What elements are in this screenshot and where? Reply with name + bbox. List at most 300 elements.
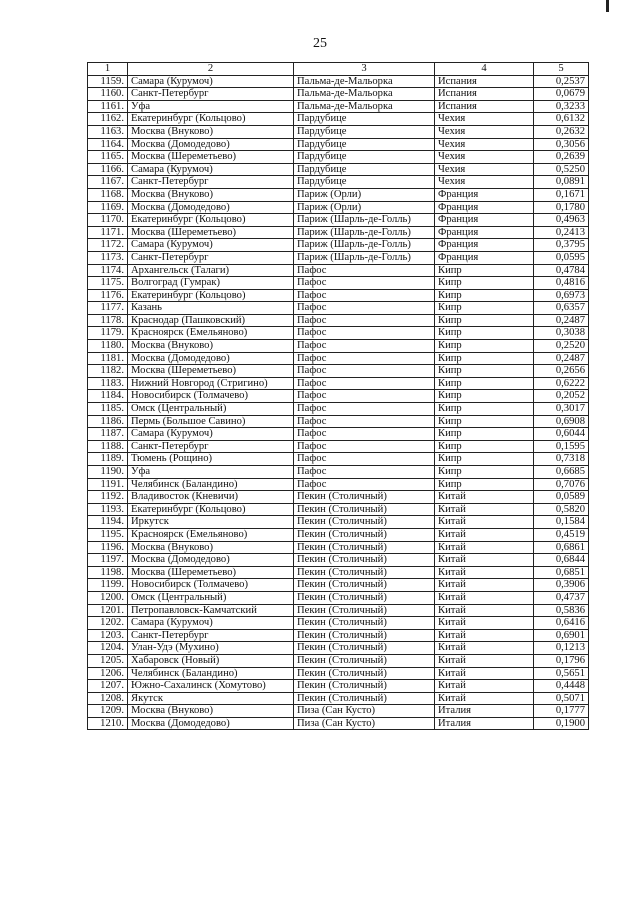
- row-number-cell: 1186.: [88, 415, 128, 428]
- row-number-cell: 1169.: [88, 201, 128, 214]
- coefficient-cell: 0,1584: [534, 516, 589, 529]
- departure-airport-cell: Тюмень (Рощино): [128, 453, 294, 466]
- departure-airport-cell: Волгоград (Гумрак): [128, 277, 294, 290]
- destination-airport-cell: Пафос: [294, 415, 435, 428]
- row-number-cell: 1208.: [88, 692, 128, 705]
- table-row: [88, 214, 589, 227]
- table-row: [88, 617, 589, 630]
- departure-airport-cell: Санкт-Петербург: [128, 251, 294, 264]
- country-cell: Испания: [435, 75, 534, 88]
- country-cell: Кипр: [435, 340, 534, 353]
- departure-airport-cell: Москва (Внуково): [128, 541, 294, 554]
- table-row: [88, 264, 589, 277]
- coefficient-cell: 0,4816: [534, 277, 589, 290]
- departure-airport-cell: Краснодар (Пашковский): [128, 314, 294, 327]
- table-row: [88, 478, 589, 491]
- country-cell: Франция: [435, 201, 534, 214]
- coefficient-cell: 0,7076: [534, 478, 589, 491]
- departure-airport-cell: Москва (Домодедово): [128, 138, 294, 151]
- coefficient-cell: 0,6851: [534, 566, 589, 579]
- coefficient-cell: 0,3056: [534, 138, 589, 151]
- table-row: [88, 100, 589, 113]
- destination-airport-cell: Пафос: [294, 377, 435, 390]
- destination-airport-cell: Пардубице: [294, 163, 435, 176]
- country-cell: Франция: [435, 214, 534, 227]
- destination-airport-cell: Пальма-де-Мальорка: [294, 75, 435, 88]
- coefficient-cell: 0,2487: [534, 314, 589, 327]
- table-row: [88, 491, 589, 504]
- table-row: [88, 554, 589, 567]
- table-header-row: [88, 63, 589, 76]
- coefficient-cell: 0,2520: [534, 340, 589, 353]
- coefficient-cell: 0,6044: [534, 428, 589, 441]
- row-number-cell: 1159.: [88, 75, 128, 88]
- destination-airport-cell: Париж (Шарль-де-Голль): [294, 251, 435, 264]
- coefficient-cell: 0,3038: [534, 327, 589, 340]
- table-row: [88, 88, 589, 101]
- coefficient-cell: 0,3233: [534, 100, 589, 113]
- table-row: [88, 466, 589, 479]
- destination-airport-cell: Пафос: [294, 264, 435, 277]
- destination-airport-cell: Пекин (Столичный): [294, 667, 435, 680]
- coefficient-cell: 0,4963: [534, 214, 589, 227]
- row-number-cell: 1174.: [88, 264, 128, 277]
- departure-airport-cell: Екатеринбург (Кольцово): [128, 289, 294, 302]
- country-cell: Франция: [435, 251, 534, 264]
- departure-airport-cell: Санкт-Петербург: [128, 176, 294, 189]
- departure-airport-cell: Самара (Курумоч): [128, 75, 294, 88]
- departure-airport-cell: Самара (Курумоч): [128, 617, 294, 630]
- departure-airport-cell: Екатеринбург (Кольцово): [128, 214, 294, 227]
- departure-airport-cell: Омск (Центральный): [128, 403, 294, 416]
- country-cell: Китай: [435, 541, 534, 554]
- departure-airport-cell: Самара (Курумоч): [128, 163, 294, 176]
- destination-airport-cell: Париж (Шарль-де-Голль): [294, 226, 435, 239]
- departure-airport-cell: Москва (Домодедово): [128, 201, 294, 214]
- country-cell: Чехия: [435, 125, 534, 138]
- coefficient-cell: 0,3795: [534, 239, 589, 252]
- row-number-cell: 1197.: [88, 554, 128, 567]
- table-row: [88, 604, 589, 617]
- country-cell: Китай: [435, 566, 534, 579]
- country-cell: Кипр: [435, 352, 534, 365]
- departure-airport-cell: Архангельск (Талаги): [128, 264, 294, 277]
- country-cell: Китай: [435, 516, 534, 529]
- country-cell: Китай: [435, 654, 534, 667]
- departure-airport-cell: Новосибирск (Толмачево): [128, 579, 294, 592]
- row-number-cell: 1192.: [88, 491, 128, 504]
- row-number-cell: 1202.: [88, 617, 128, 630]
- departure-airport-cell: Красноярск (Емельяново): [128, 528, 294, 541]
- destination-airport-cell: Париж (Шарль-де-Голль): [294, 214, 435, 227]
- header-col-3: 3: [294, 63, 435, 76]
- destination-airport-cell: Пальма-де-Мальорка: [294, 88, 435, 101]
- destination-airport-cell: Пекин (Столичный): [294, 604, 435, 617]
- row-number-cell: 1178.: [88, 314, 128, 327]
- departure-airport-cell: Москва (Домодедово): [128, 352, 294, 365]
- destination-airport-cell: Пардубице: [294, 113, 435, 126]
- destination-airport-cell: Париж (Орли): [294, 188, 435, 201]
- departure-airport-cell: Москва (Внуково): [128, 188, 294, 201]
- coefficient-cell: 0,2639: [534, 151, 589, 164]
- row-number-cell: 1179.: [88, 327, 128, 340]
- departure-airport-cell: Омск (Центральный): [128, 591, 294, 604]
- country-cell: Испания: [435, 88, 534, 101]
- destination-airport-cell: Пекин (Столичный): [294, 629, 435, 642]
- row-number-cell: 1164.: [88, 138, 128, 151]
- row-number-cell: 1191.: [88, 478, 128, 491]
- coefficient-cell: 0,2632: [534, 125, 589, 138]
- country-cell: Китай: [435, 617, 534, 630]
- departure-airport-cell: Южно-Сахалинск (Хомутово): [128, 680, 294, 693]
- coefficient-cell: 0,0595: [534, 251, 589, 264]
- destination-airport-cell: Пафос: [294, 478, 435, 491]
- coefficient-cell: 0,1671: [534, 188, 589, 201]
- table-row: [88, 352, 589, 365]
- country-cell: Испания: [435, 100, 534, 113]
- row-number-cell: 1206.: [88, 667, 128, 680]
- row-number-cell: 1173.: [88, 251, 128, 264]
- destination-airport-cell: Пекин (Столичный): [294, 579, 435, 592]
- country-cell: Китай: [435, 528, 534, 541]
- country-cell: Кипр: [435, 314, 534, 327]
- coefficient-cell: 0,2537: [534, 75, 589, 88]
- country-cell: Франция: [435, 239, 534, 252]
- departure-airport-cell: Самара (Курумоч): [128, 239, 294, 252]
- country-cell: Италия: [435, 705, 534, 718]
- coefficient-cell: 0,1780: [534, 201, 589, 214]
- destination-airport-cell: Пафос: [294, 440, 435, 453]
- destination-airport-cell: Пиза (Сан Кусто): [294, 705, 435, 718]
- row-number-cell: 1171.: [88, 226, 128, 239]
- table-row: [88, 239, 589, 252]
- row-number-cell: 1161.: [88, 100, 128, 113]
- row-number-cell: 1184.: [88, 390, 128, 403]
- row-number-cell: 1203.: [88, 629, 128, 642]
- row-number-cell: 1177.: [88, 302, 128, 315]
- destination-airport-cell: Пардубице: [294, 151, 435, 164]
- destination-airport-cell: Пафос: [294, 390, 435, 403]
- destination-airport-cell: Пекин (Столичный): [294, 654, 435, 667]
- coefficient-cell: 0,5250: [534, 163, 589, 176]
- departure-airport-cell: Екатеринбург (Кольцово): [128, 503, 294, 516]
- destination-airport-cell: Пекин (Столичный): [294, 516, 435, 529]
- country-cell: Китай: [435, 503, 534, 516]
- departure-airport-cell: Нижний Новгород (Стригино): [128, 377, 294, 390]
- departure-airport-cell: Москва (Внуково): [128, 705, 294, 718]
- row-number-cell: 1198.: [88, 566, 128, 579]
- row-number-cell: 1176.: [88, 289, 128, 302]
- destination-airport-cell: Пардубице: [294, 176, 435, 189]
- country-cell: Кипр: [435, 289, 534, 302]
- country-cell: Кипр: [435, 466, 534, 479]
- country-cell: Кипр: [435, 327, 534, 340]
- table-row: [88, 176, 589, 189]
- departure-airport-cell: Красноярск (Емельяново): [128, 327, 294, 340]
- country-cell: Китай: [435, 491, 534, 504]
- table-row: [88, 201, 589, 214]
- table-row: [88, 302, 589, 315]
- page-number: 25: [313, 36, 327, 51]
- departure-airport-cell: Москва (Шереметьево): [128, 365, 294, 378]
- coefficient-cell: 0,6222: [534, 377, 589, 390]
- coefficient-cell: 0,6861: [534, 541, 589, 554]
- departure-airport-cell: Санкт-Петербург: [128, 88, 294, 101]
- coefficient-cell: 0,2052: [534, 390, 589, 403]
- country-cell: Чехия: [435, 163, 534, 176]
- coefficient-cell: 0,4737: [534, 591, 589, 604]
- coefficient-cell: 0,6132: [534, 113, 589, 126]
- country-cell: Китай: [435, 579, 534, 592]
- table-row: [88, 428, 589, 441]
- departure-airport-cell: Иркутск: [128, 516, 294, 529]
- coefficient-cell: 0,1777: [534, 705, 589, 718]
- table-row: [88, 289, 589, 302]
- row-number-cell: 1181.: [88, 352, 128, 365]
- coefficient-cell: 0,4448: [534, 680, 589, 693]
- country-cell: Китай: [435, 667, 534, 680]
- row-number-cell: 1209.: [88, 705, 128, 718]
- coefficient-cell: 0,1900: [534, 717, 589, 730]
- row-number-cell: 1200.: [88, 591, 128, 604]
- destination-airport-cell: Пекин (Столичный): [294, 541, 435, 554]
- table-row: [88, 453, 589, 466]
- table-row: [88, 541, 589, 554]
- coefficient-cell: 0,3017: [534, 403, 589, 416]
- coefficient-cell: 0,6908: [534, 415, 589, 428]
- coefficient-cell: 0,3906: [534, 579, 589, 592]
- table-row: [88, 365, 589, 378]
- country-cell: Кипр: [435, 390, 534, 403]
- destination-airport-cell: Пекин (Столичный): [294, 554, 435, 567]
- country-cell: Франция: [435, 226, 534, 239]
- departure-airport-cell: Казань: [128, 302, 294, 315]
- table-row: [88, 692, 589, 705]
- departure-airport-cell: Санкт-Петербург: [128, 440, 294, 453]
- table-row: [88, 151, 589, 164]
- country-cell: Кипр: [435, 415, 534, 428]
- destination-airport-cell: Пекин (Столичный): [294, 680, 435, 693]
- country-cell: Кипр: [435, 478, 534, 491]
- destination-airport-cell: Пафос: [294, 314, 435, 327]
- table-row: [88, 251, 589, 264]
- country-cell: Кипр: [435, 403, 534, 416]
- departure-airport-cell: Москва (Внуково): [128, 125, 294, 138]
- table-row: [88, 188, 589, 201]
- country-cell: Кипр: [435, 277, 534, 290]
- coefficient-cell: 0,0589: [534, 491, 589, 504]
- country-cell: Кипр: [435, 377, 534, 390]
- table-row: [88, 138, 589, 151]
- departure-airport-cell: Якутск: [128, 692, 294, 705]
- destination-airport-cell: Пафос: [294, 352, 435, 365]
- row-number-cell: 1210.: [88, 717, 128, 730]
- table-row: [88, 591, 589, 604]
- row-number-cell: 1195.: [88, 528, 128, 541]
- table-row: [88, 528, 589, 541]
- table-row: [88, 667, 589, 680]
- row-number-cell: 1189.: [88, 453, 128, 466]
- country-cell: Кипр: [435, 365, 534, 378]
- coefficient-cell: 0,4519: [534, 528, 589, 541]
- table-body: [88, 75, 589, 730]
- table-row: [88, 516, 589, 529]
- country-cell: Китай: [435, 591, 534, 604]
- table-row: [88, 629, 589, 642]
- country-cell: Кипр: [435, 453, 534, 466]
- coefficient-cell: 0,6685: [534, 466, 589, 479]
- coefficient-cell: 0,2487: [534, 352, 589, 365]
- row-number-cell: 1167.: [88, 176, 128, 189]
- destination-airport-cell: Пекин (Столичный): [294, 642, 435, 655]
- destination-airport-cell: Пиза (Сан Кусто): [294, 717, 435, 730]
- destination-airport-cell: Пафос: [294, 428, 435, 441]
- destination-airport-cell: Пекин (Столичный): [294, 591, 435, 604]
- country-cell: Чехия: [435, 138, 534, 151]
- destination-airport-cell: Пафос: [294, 289, 435, 302]
- departure-airport-cell: Санкт-Петербург: [128, 629, 294, 642]
- row-number-cell: 1163.: [88, 125, 128, 138]
- row-number-cell: 1207.: [88, 680, 128, 693]
- coefficient-cell: 0,6901: [534, 629, 589, 642]
- row-number-cell: 1183.: [88, 377, 128, 390]
- table-row: [88, 125, 589, 138]
- coefficient-cell: 0,7318: [534, 453, 589, 466]
- coefficient-cell: 0,2413: [534, 226, 589, 239]
- row-number-cell: 1190.: [88, 466, 128, 479]
- row-number-cell: 1187.: [88, 428, 128, 441]
- table-row: [88, 654, 589, 667]
- country-cell: Франция: [435, 188, 534, 201]
- country-cell: Кипр: [435, 428, 534, 441]
- row-number-cell: 1188.: [88, 440, 128, 453]
- header-col-5: 5: [534, 63, 589, 76]
- row-number-cell: 1175.: [88, 277, 128, 290]
- destination-airport-cell: Пафос: [294, 466, 435, 479]
- table-row: [88, 226, 589, 239]
- table-row: [88, 403, 589, 416]
- coefficient-cell: 0,6416: [534, 617, 589, 630]
- table-row: [88, 566, 589, 579]
- table-row: [88, 314, 589, 327]
- row-number-cell: 1170.: [88, 214, 128, 227]
- country-cell: Китай: [435, 642, 534, 655]
- departure-airport-cell: Москва (Шереметьево): [128, 151, 294, 164]
- departure-airport-cell: Улан-Удэ (Мухино): [128, 642, 294, 655]
- destination-airport-cell: Пекин (Столичный): [294, 692, 435, 705]
- country-cell: Китай: [435, 680, 534, 693]
- coefficient-cell: 0,2656: [534, 365, 589, 378]
- row-number-cell: 1201.: [88, 604, 128, 617]
- destination-airport-cell: Пафос: [294, 277, 435, 290]
- departure-airport-cell: Москва (Шереметьево): [128, 566, 294, 579]
- departure-airport-cell: Новосибирск (Толмачево): [128, 390, 294, 403]
- coefficient-cell: 0,6973: [534, 289, 589, 302]
- coefficient-cell: 0,5820: [534, 503, 589, 516]
- row-number-cell: 1168.: [88, 188, 128, 201]
- coefficient-cell: 0,6844: [534, 554, 589, 567]
- country-cell: Италия: [435, 717, 534, 730]
- row-number-cell: 1185.: [88, 403, 128, 416]
- table-row: [88, 579, 589, 592]
- departure-airport-cell: Уфа: [128, 100, 294, 113]
- country-cell: Кипр: [435, 264, 534, 277]
- destination-airport-cell: Пафос: [294, 340, 435, 353]
- destination-airport-cell: Пардубице: [294, 125, 435, 138]
- departure-airport-cell: Москва (Домодедово): [128, 554, 294, 567]
- table-row: [88, 340, 589, 353]
- row-number-cell: 1166.: [88, 163, 128, 176]
- row-number-cell: 1160.: [88, 88, 128, 101]
- coefficient-cell: 0,6357: [534, 302, 589, 315]
- country-cell: Кипр: [435, 302, 534, 315]
- country-cell: Китай: [435, 692, 534, 705]
- coefficient-cell: 0,0891: [534, 176, 589, 189]
- departure-airport-cell: Пермь (Большое Савино): [128, 415, 294, 428]
- table-row: [88, 390, 589, 403]
- table-row: [88, 277, 589, 290]
- destination-airport-cell: Пекин (Столичный): [294, 528, 435, 541]
- table-row: [88, 327, 589, 340]
- destination-airport-cell: Пафос: [294, 403, 435, 416]
- row-number-cell: 1180.: [88, 340, 128, 353]
- country-cell: Чехия: [435, 176, 534, 189]
- destination-airport-cell: Пальма-де-Мальорка: [294, 100, 435, 113]
- country-cell: Китай: [435, 629, 534, 642]
- departure-airport-cell: Екатеринбург (Кольцово): [128, 113, 294, 126]
- country-cell: Кипр: [435, 440, 534, 453]
- coefficient-cell: 0,1595: [534, 440, 589, 453]
- header-col-4: 4: [435, 63, 534, 76]
- destination-airport-cell: Пардубице: [294, 138, 435, 151]
- country-cell: Китай: [435, 604, 534, 617]
- departure-airport-cell: Хабаровск (Новый): [128, 654, 294, 667]
- destination-airport-cell: Пафос: [294, 453, 435, 466]
- country-cell: Чехия: [435, 113, 534, 126]
- row-number-cell: 1182.: [88, 365, 128, 378]
- destination-airport-cell: Пекин (Столичный): [294, 617, 435, 630]
- row-number-cell: 1193.: [88, 503, 128, 516]
- row-number-cell: 1199.: [88, 579, 128, 592]
- destination-airport-cell: Пафос: [294, 302, 435, 315]
- country-cell: Чехия: [435, 151, 534, 164]
- destination-airport-cell: Париж (Орли): [294, 201, 435, 214]
- coefficient-cell: 0,1213: [534, 642, 589, 655]
- table-row: [88, 377, 589, 390]
- departure-airport-cell: Самара (Курумоч): [128, 428, 294, 441]
- departure-airport-cell: Челябинск (Баландино): [128, 478, 294, 491]
- departure-airport-cell: Владивосток (Кневичи): [128, 491, 294, 504]
- coefficient-cell: 0,4784: [534, 264, 589, 277]
- destination-airport-cell: Пекин (Столичный): [294, 503, 435, 516]
- table-row: [88, 717, 589, 730]
- row-number-cell: 1194.: [88, 516, 128, 529]
- header-col-2: 2: [128, 63, 294, 76]
- row-number-cell: 1196.: [88, 541, 128, 554]
- edge-mark: [606, 0, 609, 12]
- row-number-cell: 1165.: [88, 151, 128, 164]
- destination-airport-cell: Пафос: [294, 327, 435, 340]
- coefficient-cell: 0,0679: [534, 88, 589, 101]
- table-row: [88, 113, 589, 126]
- table-row: [88, 503, 589, 516]
- table-row: [88, 440, 589, 453]
- destination-airport-cell: Пафос: [294, 365, 435, 378]
- row-number-cell: 1205.: [88, 654, 128, 667]
- departure-airport-cell: Уфа: [128, 466, 294, 479]
- departure-airport-cell: Челябинск (Баландино): [128, 667, 294, 680]
- row-number-cell: 1162.: [88, 113, 128, 126]
